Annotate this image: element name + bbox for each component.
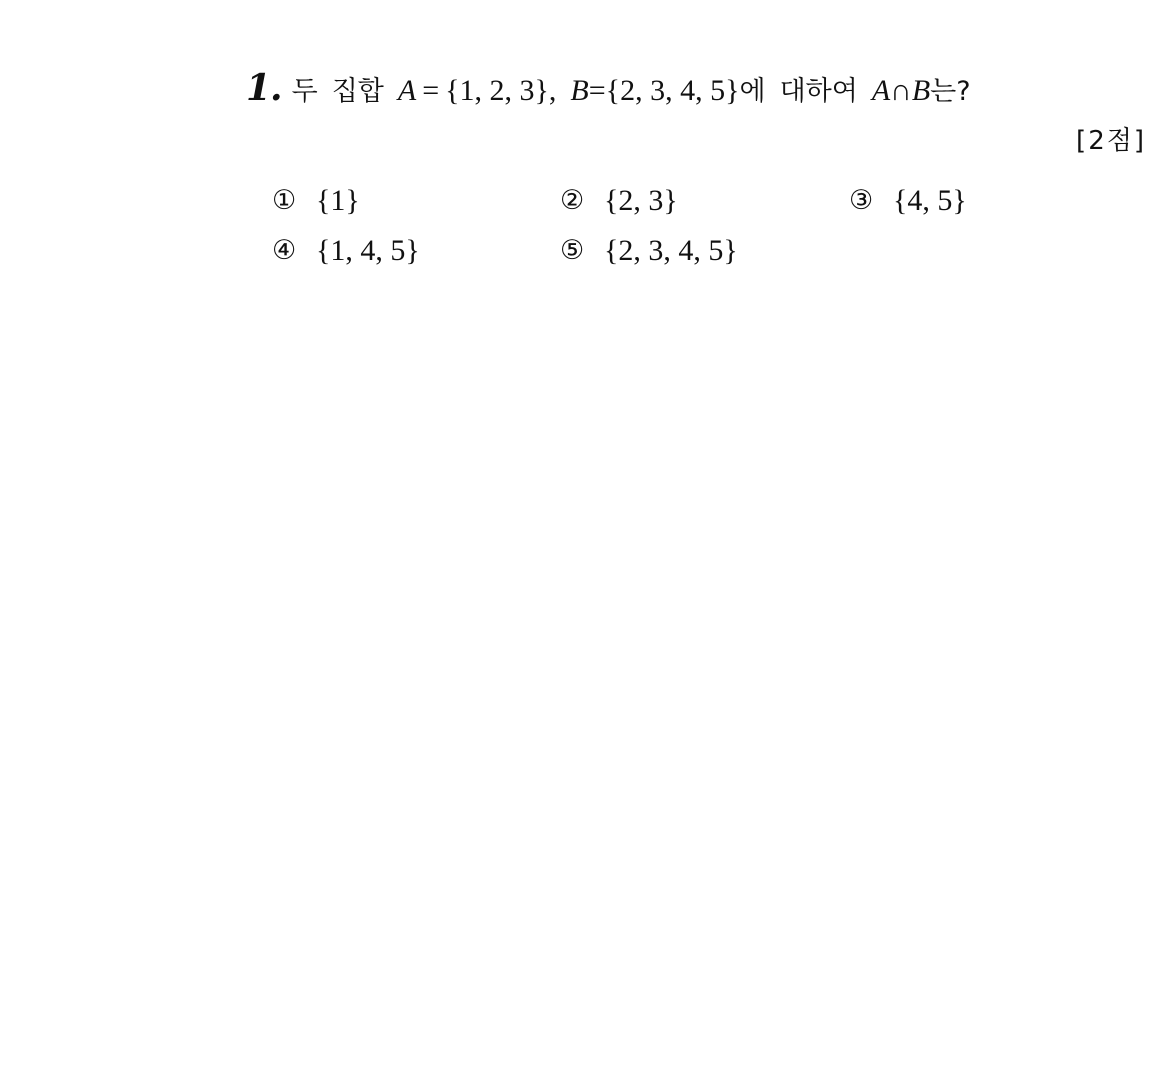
stem-particle-for: 에 bbox=[739, 76, 766, 107]
choice-5[interactable] bbox=[560, 230, 849, 272]
choice-1[interactable] bbox=[272, 180, 560, 222]
choice-2-marker: ② bbox=[560, 185, 585, 216]
problem-1 bbox=[246, 62, 1146, 267]
stem-word-sets: 집합 bbox=[331, 76, 384, 107]
question-stem bbox=[246, 62, 1146, 118]
stem-comma: , bbox=[548, 74, 557, 107]
choice-2-value: {2, 3} bbox=[604, 184, 678, 217]
expr-b: B bbox=[911, 74, 931, 107]
set-b-name: B bbox=[570, 74, 589, 107]
answer-choices bbox=[272, 180, 1152, 272]
stem-ending: 는? bbox=[930, 76, 971, 107]
set-b-value: {2, 3, 4, 5} bbox=[605, 74, 740, 107]
choice-1-marker: ① bbox=[272, 185, 297, 216]
choice-3[interactable] bbox=[849, 180, 1149, 222]
choice-5-marker: ⑤ bbox=[560, 235, 585, 266]
set-a-name: A bbox=[397, 74, 417, 107]
choice-3-marker: ③ bbox=[849, 185, 874, 216]
choice-4[interactable] bbox=[272, 230, 560, 272]
intersection-symbol: ∩ bbox=[890, 74, 912, 107]
choice-2[interactable] bbox=[560, 180, 849, 222]
choice-5-value: {2, 3, 4, 5} bbox=[604, 234, 738, 267]
points-label: [2점] bbox=[1076, 126, 1146, 156]
set-a-value: {1, 2, 3} bbox=[445, 74, 549, 107]
stem-word-regarding: 대하여 bbox=[779, 76, 858, 107]
set-b-equals: = bbox=[588, 74, 606, 107]
choice-1-value: {1} bbox=[316, 184, 360, 217]
choice-4-value: {1, 4, 5} bbox=[316, 234, 420, 267]
expr-a: A bbox=[871, 74, 891, 107]
choice-3-value: {4, 5} bbox=[893, 184, 967, 217]
stem-word-two: 두 bbox=[291, 76, 318, 107]
set-a-equals: = bbox=[422, 74, 440, 107]
question-number: 1. bbox=[246, 67, 282, 109]
choice-4-marker: ④ bbox=[272, 235, 297, 266]
